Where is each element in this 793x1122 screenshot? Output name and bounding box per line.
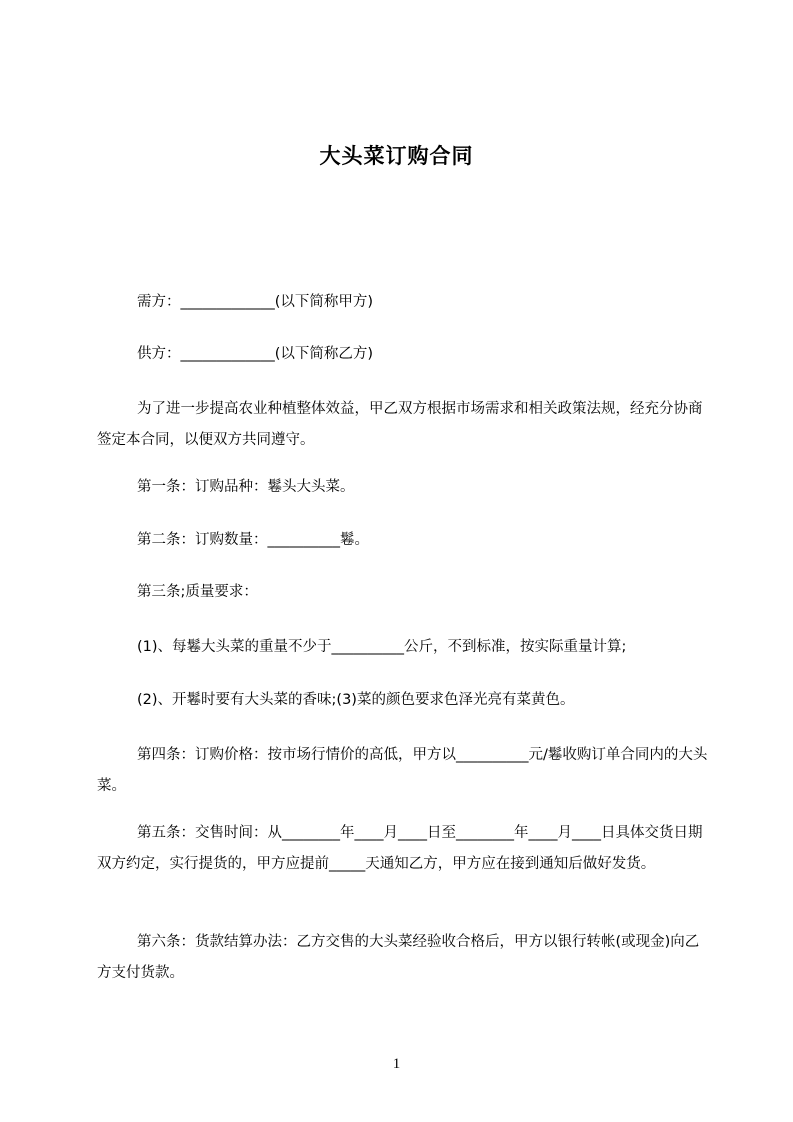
article-3-item-1: (1)、每鬈大头菜的重量不少于__________公斤，不到标准，按实际重量计算; — [137, 639, 627, 655]
article-1: 第一条：订购品种：鬈头大头菜。 — [137, 479, 355, 495]
article-4: 第四条：订购价格：按市场行情价的高低，甲方以__________元/鬈收购订单合同内的大头菜。 — [97, 747, 708, 794]
seller-line: 供方：_____________(以下简称乙方) — [137, 346, 374, 362]
preamble-paragraph: 为了进一步提高农业种植整体效益，甲乙双方根据市场需求和相关政策法规，经充分协商签定本合同，以便双方共同遵守。 — [97, 401, 703, 448]
article-3-item-2: (2)、开鬈时要有大头菜的香味;(3)菜的颜色要求色泽光亮有菜黄色。 — [137, 692, 575, 708]
article-2: 第二条：订购数量：__________鬈。 — [137, 532, 369, 548]
article-5: 第五条：交售时间：从________年____月____日至________年____月____日具体交货日期双方约定，实行提货的，甲方应提前_____天通知乙方，甲方应在接到通知后做好发货。 — [97, 825, 703, 872]
article-6: 第六条：货款结算办法：乙方交售的大头菜经验收合格后，甲方以银行转帐(或现金)向乙方支付货款。 — [97, 934, 700, 981]
document-title: 大头菜订购合同 — [319, 144, 474, 168]
page-number: 1 — [392, 1056, 401, 1072]
article-3-heading: 第三条;质量要求： — [137, 584, 258, 600]
buyer-line: 需方：_____________(以下简称甲方) — [137, 294, 374, 310]
